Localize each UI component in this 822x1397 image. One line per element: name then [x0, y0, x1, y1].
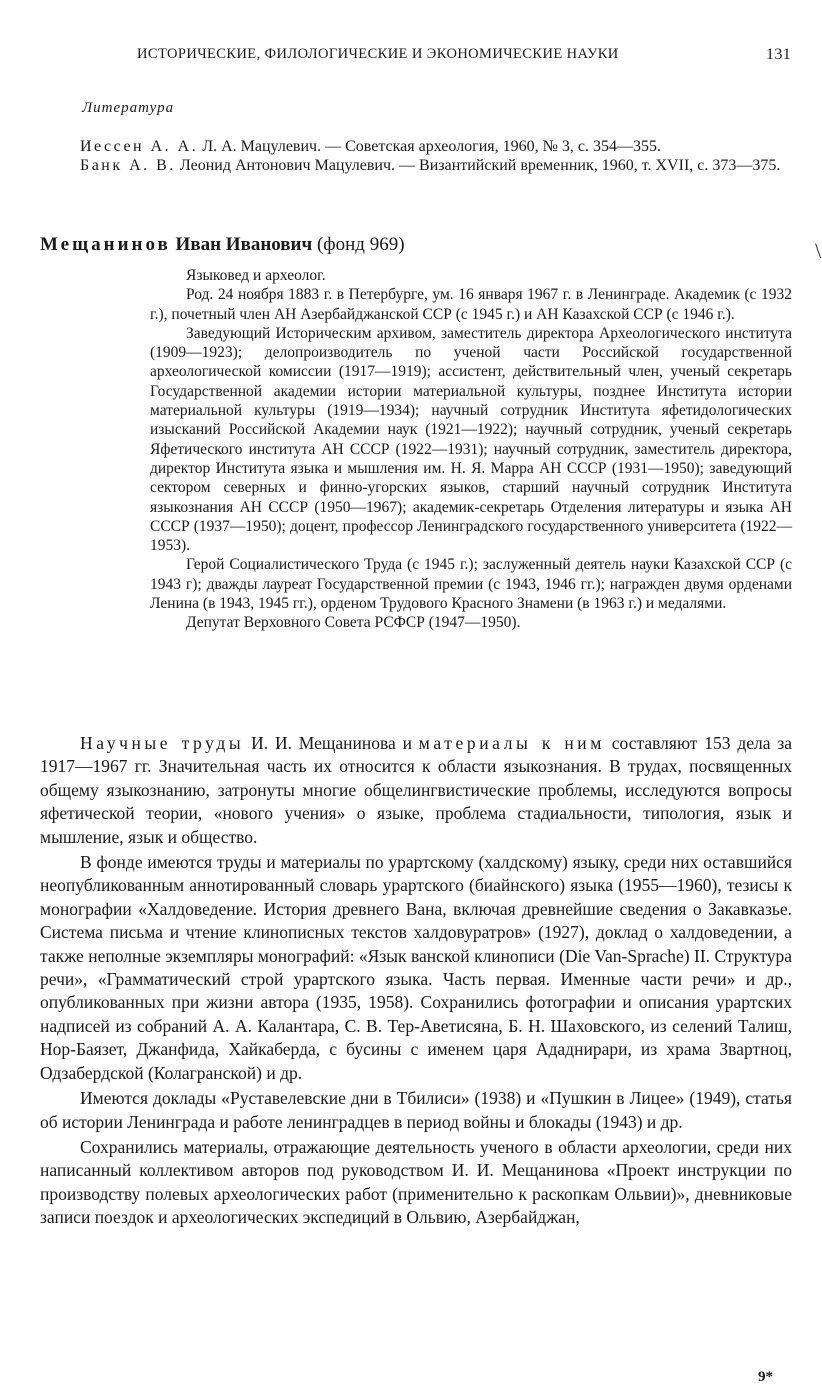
bio-paragraph: Герой Социалистического Труда (с 1945 г.); заслуженный деятель науки Казахской ССР (с 1943 г); дважды лауреат Государственной премии (с 1943, 1946 гг.); награжден двумя орденами Ленина (в 1943, 1945 гг.), орденом Трудового Красного Знамени (в 1963 г.) и медалями.: [150, 556, 792, 613]
literature-author: Иессен А. А.: [80, 138, 199, 155]
main-paragraph: Сохранились материалы, отражающие деятельность ученого в области археологии, среди них написанный коллективом авторов под руководством И. И. Мещанинова «Проект инструкции по производству полевых археологических работ (применительно к раскопкам Ольвии)», дневниковые записи поездок и археологических экспедиций в Ольвию, Азербайджан,: [40, 1136, 792, 1228]
main-text: [40, 732, 792, 1230]
text-span: составляют 153 дела за 1917—1967 гг. Значительная часть их относится к области языкознания. В трудах, посвященных общему языкознанию, затронуты многие общелингвистические проблемы, исследуются вопросы яфетической теории, «нового учения» о языке, проблема стадиальности, типология, язык и мышление, язык и общество.: [40, 733, 793, 847]
person-given-names: Иван Иванович: [175, 234, 313, 255]
person-surname: Мещанинов: [40, 234, 171, 255]
literature-text: Леонид Антонович Мацулевич. — Византийский временник, 1960, т. XVII, с. 373—375.: [179, 157, 781, 174]
main-paragraph: В фонде имеются труды и материалы по урартскому (халдскому) языку, среди них оставшийся неопубликованным аннотированный словарь урартского (биайнского) языка (1955—1960), тезисы к монографии «Халдоведение. История древнего Вана, включая древнейшие сведения о Закавказье. Система письма и чтение клинописных текстов халдовуратров» (1927), доклад о халдоведении, а также неполные экземпляры монографий: «Язык ванской клинописи (Die Van-Sprache) II. Структура речи», «Грамматический строй урартского языка. Часть первая. Именные части речи» и др., опубликованных при жизни автора (1935, 1958). Сохранились фотографии и описания урартских надписей из собраний А. А. Калантара, С. В. Тер-Аветисяна, Б. Н. Шаховского, из селений Талиш, Нор-Баязет, Джанфида, Хайкаберда, с бусины с именем царя Ададнирари, из храма Звартноц, Одзабердской (Колагранской) и др.: [40, 852, 792, 1083]
margin-mark: \: [815, 238, 822, 263]
bio-paragraph: Род. 24 ноября 1883 г. в Петербурге, ум. 16 января 1967 г. в Ленинграде. Академик (с 1932 г.), почетный член АН Азербайджанской ССР (с 1945 г.) и АН Казахской ССР (с 1946 г.).: [150, 286, 792, 323]
bio-paragraph: Заведующий Историческим архивом, заместитель директора Археологического института (1909—1923); делопроизводитель по ученой части Российской государственной археологической комиссии (1917—1919); ассистент, действительный член, ученый секретарь Государственной академии истории материальной культуры, позднее Института истории материальной культуры (1919—1934); научный сотрудник Института яфетидологических изысканий Российской Академии наук (1921—1922); научный сотрудник, ученый секретарь Яфетического института АН СССР (1922—1931); научный сотрудник, заместитель директора, директор Института языка и мышления им. Н. Я. Марра АН СССР (1931—1950); заведующий сектором северных и финно-угорских языков, старший научный сотрудник Института языкознания АН СССР (1950—1967); академик-секретарь Отделения литературы и языка АН СССР (1937—1950); доцент, профессор Ленинградского государственного университета (1922—1953).: [150, 324, 792, 555]
bio-paragraph: Языковед и археолог.: [186, 267, 326, 284]
fund-number: (фонд 969): [316, 234, 405, 255]
literature-item: [40, 156, 792, 175]
lead-phrase: материалы к ним: [418, 733, 605, 753]
literature-item: [40, 137, 792, 156]
bio-paragraph: Депутат Верховного Совета РСФСР (1947—1950).: [186, 614, 521, 632]
signature-mark: 9*: [758, 1369, 773, 1385]
main-paragraph: [40, 732, 792, 849]
main-paragraph: Имеются доклады «Руставелевские дни в Тбилиси» (1938) и «Пушкин в Лицее» (1949), статья об истории Ленинграда и работе ленинградцев в период войны и блокады (1943) и др.: [40, 1088, 792, 1132]
page-number: 131: [766, 46, 792, 63]
running-head-title: ИСТОРИЧЕСКИЕ, ФИЛОЛОГИЧЕСКИЕ И ЭКОНОМИЧЕСКИЕ НАУКИ: [137, 46, 619, 62]
lead-phrase: Научные труды: [80, 733, 245, 753]
text-span: И. И. Мещанинова и: [251, 733, 412, 753]
biography-block: [150, 266, 792, 633]
literature-heading: Литература: [82, 100, 175, 116]
fund-title: [40, 234, 405, 256]
literature-text: Л. А. Мацулевич. — Советская археология, 1960, № 3, с. 354—355.: [202, 138, 662, 155]
literature-author: Банк А. В.: [80, 157, 176, 174]
person-name: [40, 234, 312, 255]
